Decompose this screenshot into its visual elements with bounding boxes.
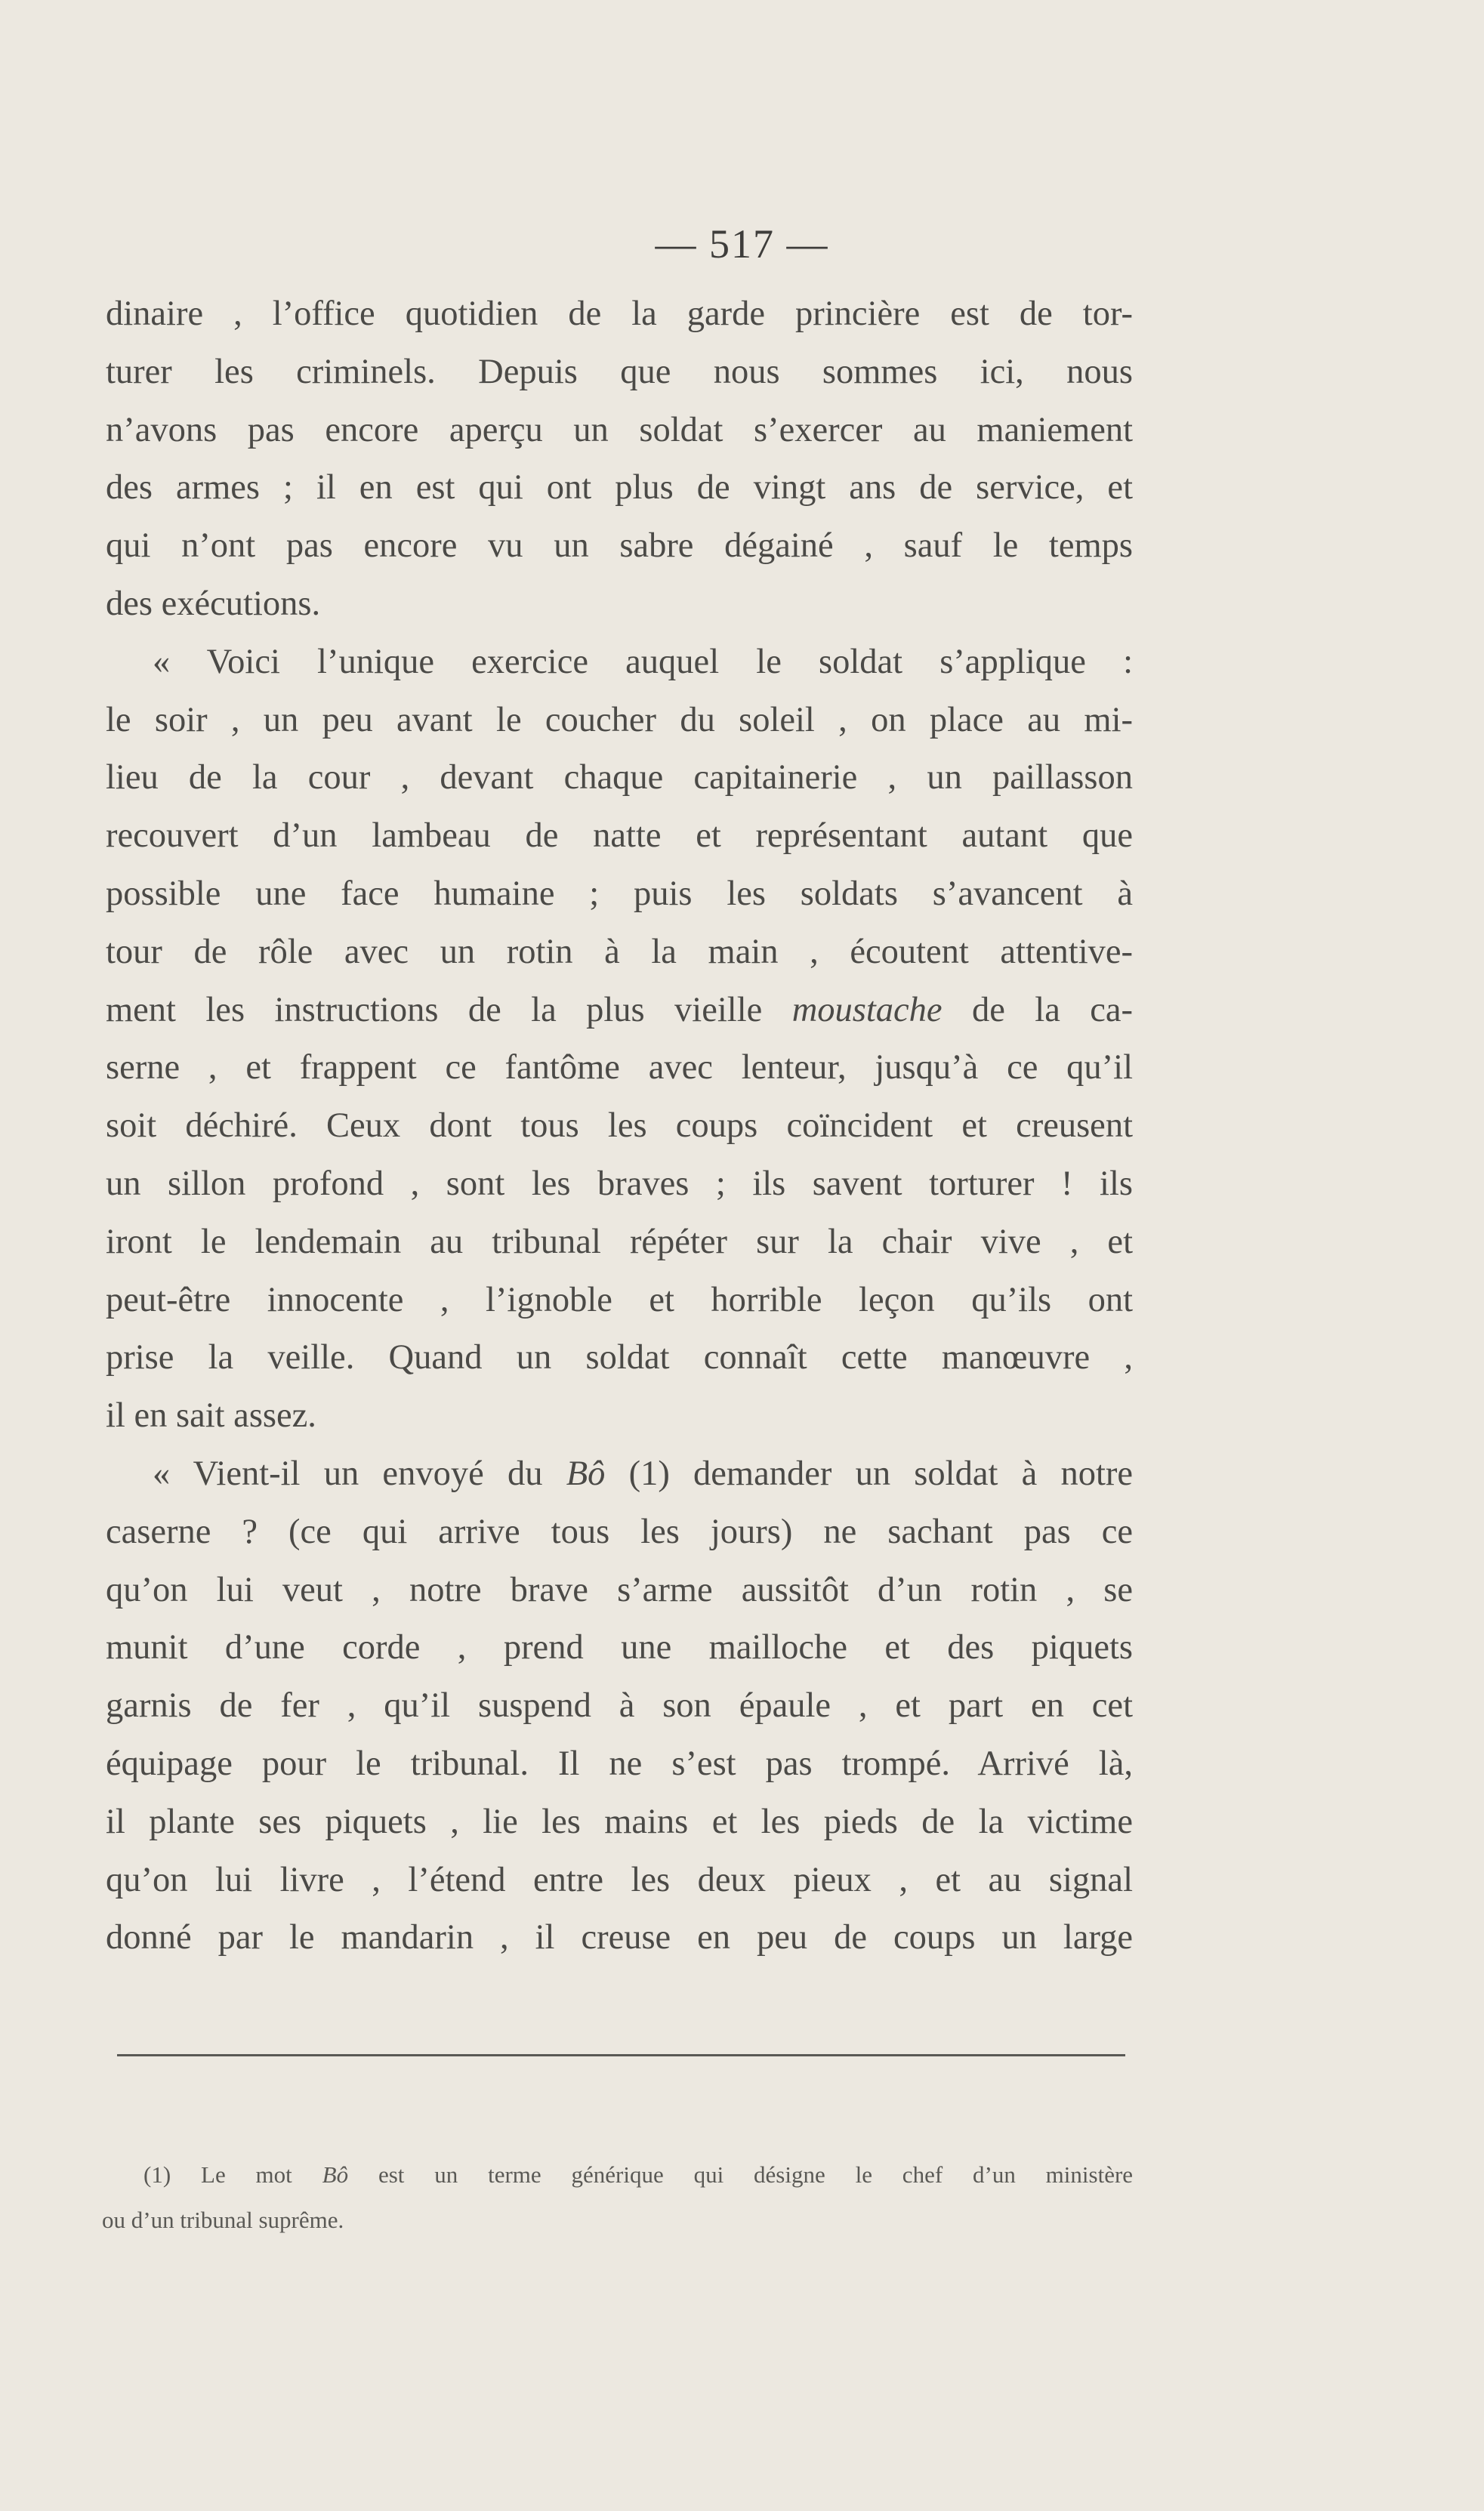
text-line: iront le lendemain au tribunal répéter sur la chair vive , et [106,1222,1133,1261]
text-line: le soir , un peu avant le coucher du soleil , on place au mi- [106,700,1133,739]
text-line: munit d’une corde , prend une mailloche et des piquets [106,1628,1133,1667]
text-line: possible une face humaine ; puis les soldats s’avancent à [106,874,1133,913]
italic-word: moustache [791,990,943,1029]
text-line: un sillon profond , sont les braves ; ils savent torturer ! ils [106,1164,1133,1203]
text-segment: ment les instructions de la plus vieille [106,990,763,1029]
footnote-term: Bô [322,2161,349,2188]
text-line: il plante ses piquets , lie les mains et les pieds de la victime [106,1802,1133,1841]
footnote-marker: (1) [143,2161,171,2188]
text-line: des exécutions. [106,584,321,623]
text-line: donné par le mandarin , il creuse en peu de coups un large [106,1918,1133,1957]
footnote-text: Le mot [201,2161,292,2188]
text-line: turer les criminels. Depuis que nous sommes ici, nous [106,352,1133,391]
text-line-with-italic [106,982,1133,1040]
text-line: prise la veille. Quand un soldat connaît cette manœuvre , [106,1338,1133,1377]
text-line: n’avons pas encore aperçu un soldat s’exercer au maniement [106,410,1133,449]
text-line: des armes ; il en est qui ont plus de vingt ans de service, et [106,468,1133,507]
text-line: serne , et frappent ce fantôme avec lenteur, jusqu’à ce qu’il [106,1048,1133,1087]
text-line-with-italic [106,1445,1133,1504]
text-line: soit déchiré. Ceux dont tous les coups coïncident et creusent [106,1106,1133,1146]
text-line: qui n’ont pas encore vu un sabre dégainé , sauf le temps [106,526,1133,566]
text-line: il en sait assez. [106,1396,316,1436]
text-segment: « Vient-il un envoyé du [153,1454,543,1493]
text-line: qu’on lui veut , notre brave s’arme aussitôt d’un rotin , se [106,1570,1133,1609]
italic-word: Bô [566,1454,606,1493]
footnote-line [143,2152,1133,2198]
text-line: dinaire , l’office quotidien de la garde princière est de tor- [106,295,1133,333]
footnote [102,2152,1134,2243]
text-line: tour de rôle avec un rotin à la main , écoutent attentive- [106,932,1133,971]
text-segment: de la ca- [971,990,1134,1029]
text-line: peut-être innocente , l’ignoble et horrible leçon qu’ils ont [106,1280,1133,1319]
footnote-text: est un terme générique qui désigne le chef d’un ministère [378,2161,1134,2188]
text-line: garnis de fer , qu’il suspend à son épaule , et part en cet [106,1686,1133,1726]
text-line: qu’on lui livre , l’étend entre les deux pieux , et au signal [106,1860,1133,1899]
text-line: équipage pour le tribunal. Il ne s’est pas trompé. Arrivé là, [106,1744,1133,1783]
footnote-divider [117,2054,1125,2056]
text-line: lieu de la cour , devant chaque capitainerie , un paillasson [106,758,1133,797]
page-number: — 517 — [655,221,829,267]
text-line: recouvert d’un lambeau de natte et représentant autant que [106,816,1133,856]
text-line: caserne ? (ce qui arrive tous les jours) ne sachant pas ce [106,1512,1133,1551]
body-text [106,285,1133,1967]
text-line: « Voici l’unique exercice auquel le soldat s’applique : [153,642,1133,681]
text-segment: (1) demander un soldat à notre [628,1454,1134,1493]
footnote-line: ou d’un tribunal suprême. [102,2207,344,2233]
